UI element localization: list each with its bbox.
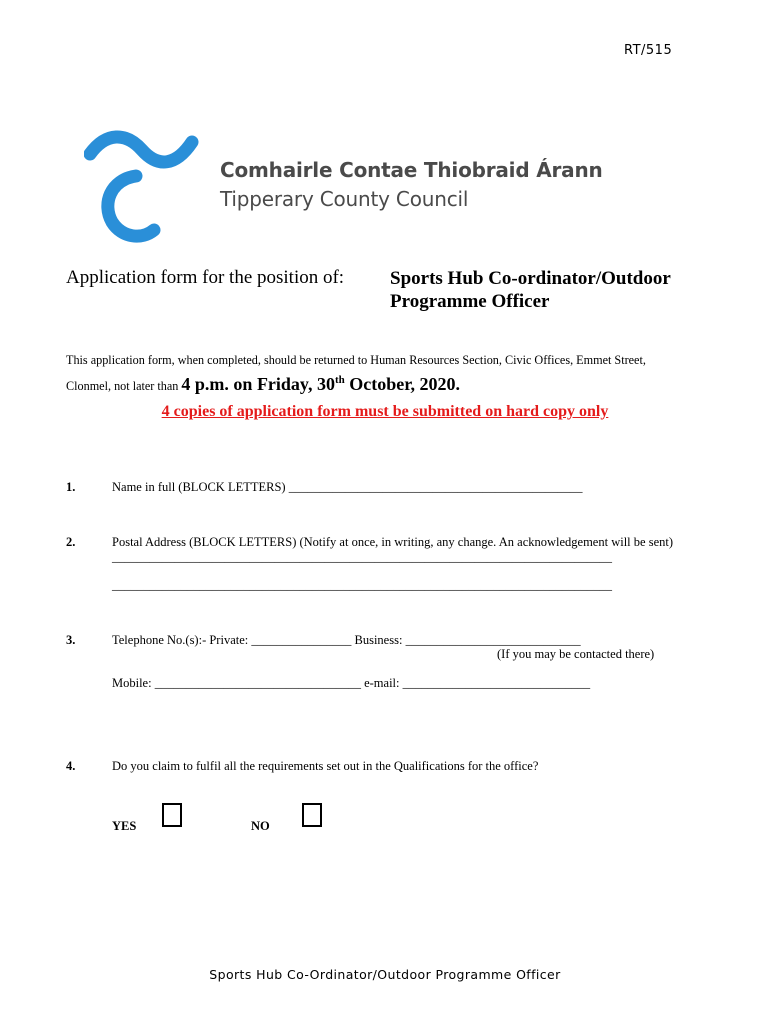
- q1-number: 1.: [66, 480, 76, 494]
- organisation-name-irish: Comhairle Contae Thiobraid Árann: [220, 158, 603, 182]
- mobile-field[interactable]: _________________________________: [154, 676, 361, 690]
- organisation-name-english: Tipperary County Council: [220, 187, 469, 211]
- telephone-label: Telephone No.(s):- Private:: [112, 633, 249, 647]
- intro-line2-text: Clonmel, not later than: [66, 379, 179, 393]
- position-title: [390, 267, 671, 313]
- intro-line1: This application form, when completed, should be returned to Human Resources Section, Civic Offices, Emmet Street,: [66, 353, 646, 367]
- contact-note: (If you may be contacted there): [497, 647, 655, 661]
- q3-row: [112, 633, 581, 648]
- q1-label: Name in full (BLOCK LETTERS): [112, 480, 286, 494]
- copies-notice: 4 copies of application form must be submitted on hard copy only: [161, 403, 609, 420]
- q3-mobile-row: [112, 676, 590, 691]
- position-title-line1: Sports Hub Co-ordinator/Outdoor: [390, 268, 671, 289]
- reference-code: RT/515: [624, 43, 673, 58]
- intro-paragraph: [66, 350, 716, 396]
- mobile-label: Mobile:: [112, 676, 152, 690]
- q3-number: 3.: [66, 633, 76, 647]
- q2-number: 2.: [66, 535, 76, 549]
- q4-label: Do you claim to fulfil all the requirements set out in the Qualifications for the office?: [112, 759, 539, 773]
- council-logo-icon: [84, 128, 204, 246]
- business-label: Business:: [354, 633, 403, 647]
- no-label: NO: [251, 819, 270, 833]
- deadline-suffix: th: [334, 374, 345, 386]
- email-label: e-mail:: [364, 676, 400, 690]
- yes-label: YES: [112, 819, 137, 833]
- deadline-main: 4 p.m. on Friday, 30: [181, 374, 335, 394]
- intro-line2: [66, 370, 716, 396]
- q1-row: [112, 480, 582, 495]
- deadline: [181, 374, 460, 394]
- no-checkbox[interactable]: [302, 803, 322, 827]
- full-name-field[interactable]: _______________________________________________: [288, 480, 583, 494]
- postal-address-field-line2[interactable]: ________________________________________________________________________________: [112, 578, 612, 592]
- yes-checkbox[interactable]: [162, 803, 182, 827]
- application-label: Application form for the position of:: [66, 267, 345, 288]
- postal-address-field-line1[interactable]: ________________________________________________________________________________: [112, 550, 612, 564]
- page-footer: Sports Hub Co-Ordinator/Outdoor Programme Officer: [209, 967, 561, 982]
- deadline-rest: October, 2020.: [344, 374, 461, 394]
- position-title-line2: Programme Officer: [390, 291, 550, 312]
- private-phone-field[interactable]: ________________: [251, 633, 352, 647]
- email-field[interactable]: ______________________________: [402, 676, 591, 690]
- q4-number: 4.: [66, 759, 76, 773]
- business-phone-field[interactable]: ____________________________: [405, 633, 581, 647]
- q2-label: Postal Address (BLOCK LETTERS) (Notify at once, in writing, any change. An acknowledgement will be sent): [112, 535, 673, 549]
